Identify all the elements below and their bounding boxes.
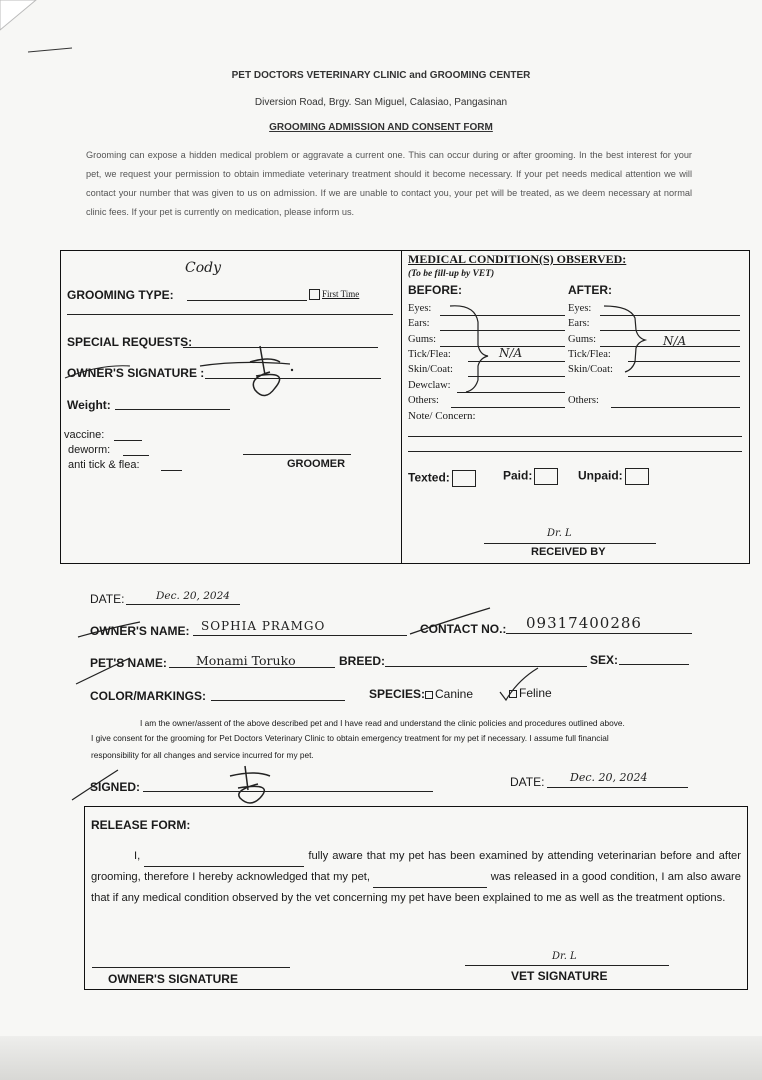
scan-bottom-edge bbox=[0, 1036, 762, 1080]
before-field-label: Dewclaw: bbox=[408, 380, 451, 391]
before-field-input[interactable] bbox=[440, 315, 565, 316]
deworm-field[interactable] bbox=[123, 455, 149, 456]
release-owner-signature-field[interactable] bbox=[92, 967, 290, 968]
anti-tick-flea-field[interactable] bbox=[161, 470, 182, 471]
release-text-part1: I, bbox=[134, 850, 145, 862]
texted-label: Texted: bbox=[408, 470, 450, 485]
before-field-input[interactable] bbox=[440, 346, 565, 347]
pet-name-value: Monami Toruko bbox=[196, 653, 296, 668]
release-owner-name-field[interactable] bbox=[144, 846, 304, 867]
color-markings-field[interactable] bbox=[211, 700, 345, 701]
sex-field[interactable] bbox=[619, 664, 689, 665]
before-field-label: Gums: bbox=[408, 334, 437, 345]
paid-label: Paid: bbox=[503, 468, 533, 483]
groomer-signature-field[interactable] bbox=[243, 454, 351, 455]
before-field-input[interactable] bbox=[457, 392, 565, 393]
before-na-note: N/A bbox=[499, 346, 523, 360]
release-pet-name-field[interactable] bbox=[373, 867, 487, 888]
owner-name-value: SOPHIA PRAMGO bbox=[201, 619, 326, 633]
vaccine-label: vaccine: bbox=[64, 429, 105, 441]
release-text-part2: fully aware that my pet has been examined by attending veterinarian before and after grooming, therefore I hereby acknowledged that my pet, bbox=[91, 850, 741, 883]
before-field-label: Others: bbox=[408, 395, 439, 406]
color-markings-label: COLOR/MARKINGS: bbox=[90, 689, 206, 703]
grooming-type-field-line2[interactable] bbox=[67, 314, 393, 315]
contact-value: 09317400286 bbox=[526, 614, 642, 632]
sex-label: SEX: bbox=[590, 653, 619, 667]
form-title: GROOMING ADMISSION AND CONSENT FORM bbox=[269, 122, 493, 133]
paid-box bbox=[534, 468, 558, 485]
grooming-type-field[interactable] bbox=[187, 300, 307, 301]
after-field-input[interactable] bbox=[628, 376, 740, 377]
note-line-2[interactable] bbox=[408, 451, 742, 452]
after-field-input[interactable] bbox=[628, 361, 740, 362]
after-field-label: Eyes: bbox=[568, 303, 592, 314]
contact-label: CONTACT NO.: bbox=[420, 622, 507, 636]
breed-field[interactable] bbox=[385, 666, 587, 667]
date2-field[interactable] bbox=[547, 787, 688, 788]
before-field-input[interactable] bbox=[468, 361, 565, 362]
before-field-input[interactable] bbox=[451, 407, 565, 408]
consent-line-1: I am the owner/assent of the above described pet and I have read and understand the clinic policies and procedures outlined above. bbox=[140, 718, 625, 728]
feline-check-mark bbox=[498, 666, 548, 706]
owner-signature-label: OWNER'S SIGNATURE : bbox=[67, 366, 205, 380]
signed-signature-scribble bbox=[70, 752, 290, 812]
date2-label: DATE: bbox=[510, 775, 545, 789]
after-field-label: Others: bbox=[568, 395, 599, 406]
first-time-label: First Time bbox=[322, 289, 360, 299]
before-field-label: Skin/Coat: bbox=[408, 364, 453, 375]
special-requests-label: SPECIAL REQUESTS: bbox=[67, 335, 193, 349]
signed-label: SIGNED: bbox=[90, 780, 141, 794]
contact-field[interactable] bbox=[506, 633, 692, 634]
after-label: AFTER: bbox=[568, 283, 612, 297]
canine-label: Canine bbox=[435, 687, 474, 701]
species-label: SPECIES: bbox=[369, 687, 426, 701]
note-concern-label: Note/ Concern: bbox=[408, 410, 476, 422]
feline-label: Feline bbox=[519, 686, 552, 700]
pet-name-label: PET'S NAME: bbox=[90, 656, 167, 670]
unpaid-box bbox=[625, 468, 649, 485]
date-value: Dec. 20, 2024 bbox=[156, 590, 230, 602]
clinic-name: PET DOCTORS VETERINARY CLINIC and GROOMING CENTER bbox=[231, 70, 531, 81]
date2-value: Dec. 20, 2024 bbox=[570, 771, 648, 784]
vet-signature-field[interactable] bbox=[465, 965, 669, 966]
release-owner-signature-label: OWNER'S SIGNATURE bbox=[108, 972, 238, 986]
after-field-label: Tick/Flea: bbox=[568, 349, 611, 360]
texted-box bbox=[452, 470, 476, 487]
vet-fill-note: (To be fill-up by VET) bbox=[408, 269, 495, 279]
after-field-input[interactable] bbox=[600, 330, 740, 331]
release-form-title: RELEASE FORM: bbox=[91, 818, 191, 832]
check-marks bbox=[70, 600, 510, 700]
texted-checkbox[interactable] bbox=[408, 470, 476, 487]
vet-signature-label: VET SIGNATURE bbox=[511, 969, 608, 983]
owner-signature-scribble bbox=[60, 340, 300, 405]
after-field-input[interactable] bbox=[611, 407, 740, 408]
anti-tick-flea-label: anti tick & flea: bbox=[68, 459, 140, 471]
consent-line-3: responsibility for all changes and service incurred for my pet. bbox=[91, 750, 314, 760]
release-form-text bbox=[91, 846, 741, 908]
after-na-note: N/A bbox=[663, 334, 687, 348]
owner-name-label: OWNER'S NAME: bbox=[90, 624, 190, 638]
clinic-address: Diversion Road, Brgy. San Miguel, Calasiao, Pangasinan bbox=[254, 97, 508, 108]
consent-line-2: I give consent for the grooming for Pet Doctors Veterinary Clinic to obtain emergency treatment for my pet if necessary. I assume full financial bbox=[91, 733, 609, 743]
weight-field[interactable] bbox=[115, 409, 230, 410]
before-label: BEFORE: bbox=[408, 283, 462, 297]
paid-checkbox[interactable] bbox=[503, 468, 558, 485]
intro-paragraph: Grooming can expose a hidden medical problem or aggravate a current one. This can occur during or after grooming. In the best interest for your pet, we request your permission to obtain immediate veterinary treatment should it become necessary. If your pet needs medical attention we will contact your number that was given to us on admission. If we are unable to contact you, your pet will be treated, as we deem necessary at normal clinic fees. If your pet is currently on medication, please inform us. bbox=[86, 150, 692, 217]
corner-fold-mark bbox=[0, 0, 90, 60]
after-field-input[interactable] bbox=[600, 315, 740, 316]
weight-label: Weight: bbox=[67, 398, 111, 412]
vet-signature-value: Dr. L bbox=[552, 951, 577, 962]
received-by-label: RECEIVED BY bbox=[531, 546, 606, 558]
unpaid-label: Unpaid: bbox=[578, 468, 623, 483]
release-text-part3: was released in a good condition, I am also aware that if any medical condition observed by the vet concerning my pet have been explained to me as well as the treatment options. bbox=[91, 871, 741, 904]
after-field-label: Skin/Coat: bbox=[568, 364, 613, 375]
deworm-label: deworm: bbox=[68, 444, 111, 456]
after-field-label: Gums: bbox=[568, 334, 597, 345]
note-line-1[interactable] bbox=[408, 436, 742, 437]
grooming-type-label: GROOMING TYPE: bbox=[67, 288, 174, 302]
first-time-checkbox[interactable] bbox=[309, 289, 359, 300]
groomer-label: GROOMER bbox=[287, 458, 346, 470]
before-field-label: Tick/Flea: bbox=[408, 349, 451, 360]
received-by-signature: Dr. L bbox=[547, 528, 572, 539]
before-field-input[interactable] bbox=[468, 376, 565, 377]
before-field-label: Eyes: bbox=[408, 303, 432, 314]
before-field-input[interactable] bbox=[440, 330, 565, 331]
after-field-label: Ears: bbox=[568, 318, 590, 329]
panel-divider bbox=[401, 251, 402, 563]
unpaid-checkbox[interactable] bbox=[578, 468, 649, 485]
received-by-field[interactable] bbox=[484, 543, 656, 544]
canine-checkbox-icon bbox=[425, 691, 433, 699]
breed-label: BREED: bbox=[339, 654, 386, 668]
date-label: DATE: bbox=[90, 592, 125, 606]
vaccine-field[interactable] bbox=[114, 440, 142, 441]
handwritten-pet-name: Cody bbox=[185, 260, 222, 276]
before-field-label: Ears: bbox=[408, 318, 430, 329]
canine-option[interactable] bbox=[425, 687, 473, 701]
medical-conditions-title: MEDICAL CONDITION(S) OBSERVED: bbox=[408, 252, 627, 266]
after-field-input[interactable] bbox=[600, 346, 740, 347]
checkbox-icon bbox=[309, 289, 320, 300]
